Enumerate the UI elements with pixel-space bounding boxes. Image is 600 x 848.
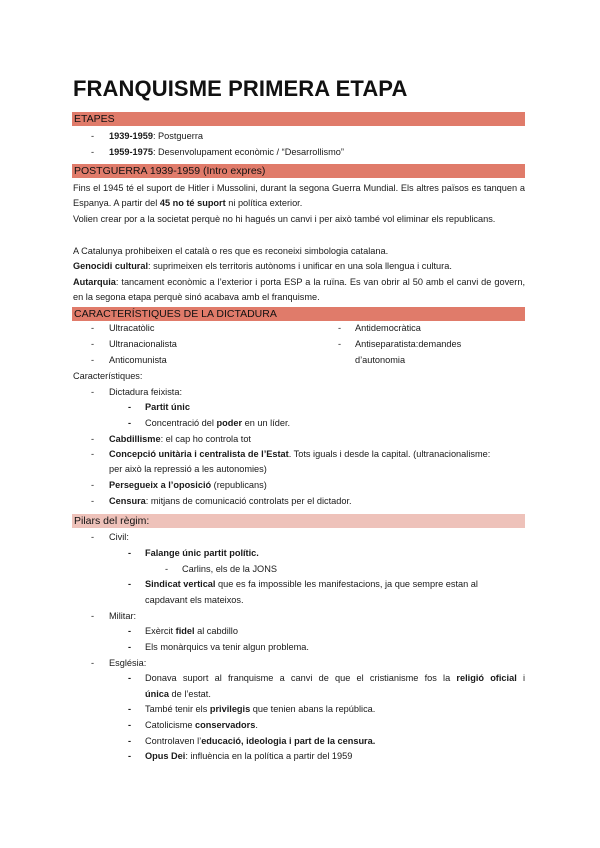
list-item: Donava suport al franquisme a canvi de que el cristianisme fos la religió oficial i [145, 673, 525, 683]
list-item-continuation: per això la repressió a les autonomies) [109, 464, 267, 474]
dash-bullet: - [128, 642, 132, 652]
list-item: Censura: mitjans de comunicació controlats per el dictador. [109, 496, 352, 506]
list-item: Opus Dei: influència en la política a partir del 1959 [145, 751, 353, 761]
list-item: Ultranacionalista [109, 339, 177, 349]
list-item: Església: [109, 658, 147, 668]
dash-bullet: - [128, 418, 132, 428]
dash-bullet: - [91, 131, 95, 141]
section-header-caracteristiques: CARACTERÍSTIQUES DE LA DICTADURA [72, 307, 525, 321]
dash-bullet: - [128, 720, 132, 730]
list-item: Cabdillisme: el cap ho controla tot [109, 434, 251, 444]
dash-bullet: - [128, 736, 132, 746]
list-item: Catolicisme conservadors. [145, 720, 258, 730]
list-item: Sindicat vertical que es fa impossible les manifestacions, ja que sempre estan al [145, 579, 478, 589]
dash-bullet: - [128, 673, 132, 683]
paragraph: Volien crear por a la societat perquè no hi hagués un canvi i per això també vol eliminar els republicans. [73, 214, 496, 224]
list-item: 1959-1975: Desenvolupament econòmic / “Desarrollismo” [109, 147, 344, 157]
dash-bullet: - [91, 339, 95, 349]
list-item: Concentració del poder en un líder. [145, 418, 291, 428]
list-item: Controlaven l’educació, ideologia i part de la censura. [145, 736, 376, 746]
list-item: Civil: [109, 532, 129, 542]
paragraph: Fins el 1945 té el suport de Hitler i Mussolini, durant la segona Guerra Mundial. Els altres països es tanquen a Espanya. A partir del 45 no té suport ni política exterior. [73, 183, 525, 208]
list-item: Falange únic partit polític. [145, 548, 259, 558]
subheading: Característiques: [73, 371, 143, 381]
list-item: També tenir els privilegis que tenien abans la república. [145, 704, 376, 714]
dash-bullet: - [91, 387, 95, 397]
dash-bullet: - [165, 564, 169, 574]
dash-bullet: - [128, 579, 132, 589]
paragraph: Autarquia: tancament econòmic a l’exterior i porta ESP a la ruïna. Es van obrir al 50 amb el canvi de govern, en la segona etapa perquè sinó acabava amb el franquisme. [73, 277, 525, 302]
dash-bullet: - [128, 704, 132, 714]
dash-bullet: - [338, 339, 342, 349]
list-item: Partit únic [145, 402, 190, 412]
dash-bullet: - [91, 147, 95, 157]
dash-bullet: - [128, 626, 132, 636]
dash-bullet: - [128, 402, 132, 412]
dash-bullet: - [91, 449, 95, 459]
section-header-pilars: Pilars del règim: [72, 514, 525, 528]
dash-bullet: - [91, 496, 95, 506]
list-item: Ultracatòlic [109, 323, 155, 333]
list-item: Carlins, els de la JONS [182, 564, 277, 574]
dash-bullet: - [128, 751, 132, 761]
paragraph: Genocidi cultural: suprimeixen els territoris autònoms i unificar en una sola llengua i cultura. [73, 261, 452, 271]
dash-bullet: - [91, 480, 95, 490]
paragraph: A Catalunya prohibeixen el català o res que es reconeixi simbologia catalana. [73, 246, 389, 256]
list-item-continuation: única de l’estat. [145, 689, 211, 699]
list-item-continuation: d’autonomia [355, 355, 406, 365]
list-item: Concepció unitària i centralista de l’Estat. Tots iguals i desde la capital. (ultranacionalisme: [109, 449, 491, 459]
dash-bullet: - [91, 323, 95, 333]
list-item: Antiseparatista:demandes [355, 339, 462, 349]
list-item: 1939-1959: Postguerra [109, 131, 203, 141]
section-header-postguerra: POSTGUERRA 1939-1959 (Intro expres) [72, 164, 525, 178]
dash-bullet: - [128, 548, 132, 558]
list-item: Militar: [109, 611, 137, 621]
dash-bullet: - [91, 355, 95, 365]
list-item: Antidemocràtica [355, 323, 421, 333]
dash-bullet: - [91, 434, 95, 444]
dash-bullet: - [91, 658, 95, 668]
dash-bullet: - [91, 611, 95, 621]
list-item: Dictadura feixista: [109, 387, 183, 397]
list-item: Anticomunista [109, 355, 167, 365]
dash-bullet: - [91, 532, 95, 542]
list-item: Exèrcit fidel al cabdillo [145, 626, 238, 636]
section-header-etapes: ETAPES [72, 112, 525, 126]
list-item: Persegueix a l’oposició (republicans) [109, 480, 267, 490]
page-title: FRANQUISME PRIMERA ETAPA [73, 76, 408, 101]
list-item-continuation: capdavant els mateixos. [145, 595, 244, 605]
list-item: Els monàrquics va tenir algun problema. [145, 642, 309, 652]
dash-bullet: - [338, 323, 342, 333]
